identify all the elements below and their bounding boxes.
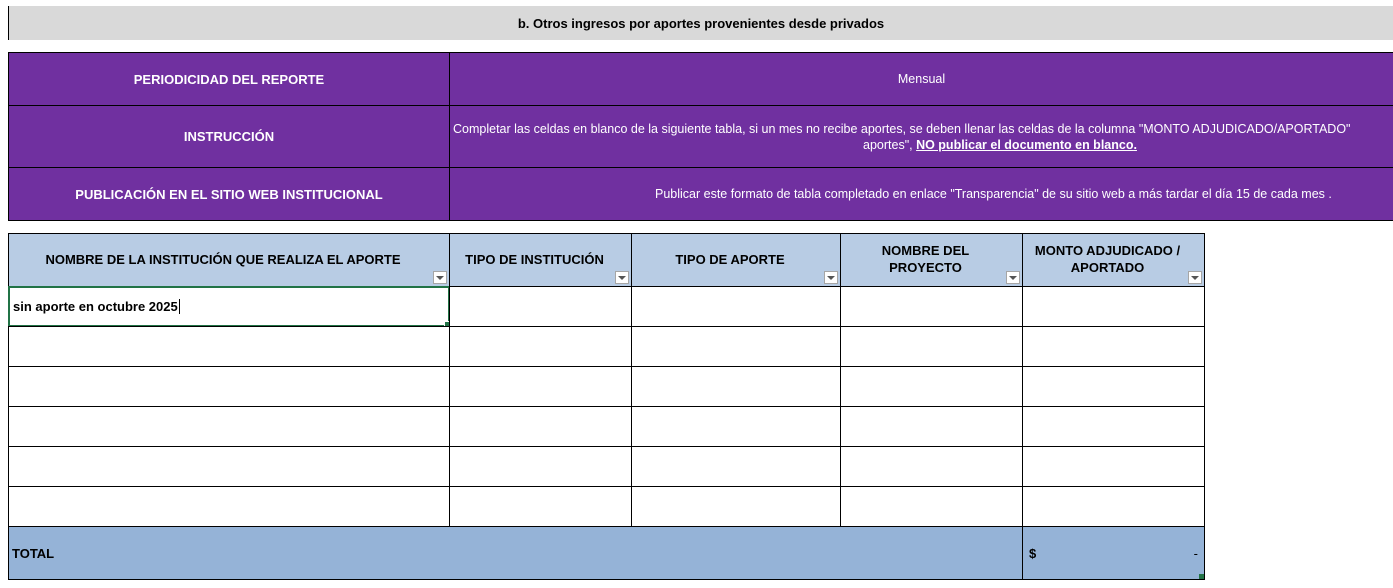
total-label: TOTAL xyxy=(12,545,55,561)
info-value-text: Publicar este formato de tabla completado en enlace "Transparencia" de su sitio web a más tardar el día 15 de cada mes . xyxy=(655,187,1332,201)
instruction-line-2-text: aportes", xyxy=(863,137,917,152)
filter-dropdown-icon[interactable] xyxy=(1188,271,1202,284)
cell-proyecto[interactable] xyxy=(840,486,1023,527)
instruction-line-2 xyxy=(453,137,1137,153)
cell-text: sin aporte en octubre 2025 xyxy=(13,299,178,314)
cell-nombre[interactable] xyxy=(8,326,450,367)
header-text: NOMBRE DE LA INSTITUCIÓN QUE REALIZA EL APORTE xyxy=(45,251,401,267)
sheet-title xyxy=(8,6,1393,40)
header-monto[interactable] xyxy=(1022,233,1205,287)
cell-nombre[interactable] xyxy=(8,366,450,407)
total-value-cell[interactable] xyxy=(1022,526,1205,580)
instruction-end: . xyxy=(1133,137,1137,152)
cell-tipo-aporte[interactable] xyxy=(631,486,841,527)
info-value-text: Mensual xyxy=(897,72,946,86)
total-currency: $ xyxy=(1029,545,1037,561)
cell-monto[interactable] xyxy=(1022,286,1205,327)
cell-monto[interactable] xyxy=(1022,486,1205,527)
cell-proyecto[interactable] xyxy=(840,406,1023,447)
header-text: TIPO DE INSTITUCIÓN xyxy=(465,251,604,267)
cell-tipo-institucion[interactable] xyxy=(449,286,632,327)
cell-tipo-institucion[interactable] xyxy=(449,446,632,487)
info-label-publicacion[interactable] xyxy=(8,167,450,221)
total-value: - xyxy=(1193,545,1198,561)
instruction-emphasis: NO publicar el documento en blanco xyxy=(916,137,1134,152)
info-label-periodicidad[interactable] xyxy=(8,52,450,106)
cell-proyecto[interactable] xyxy=(840,326,1023,367)
cell-monto[interactable] xyxy=(1022,406,1205,447)
cell-tipo-aporte[interactable] xyxy=(631,446,841,487)
total-label-cell[interactable] xyxy=(8,526,1023,580)
cell-corner-marker xyxy=(1199,574,1204,579)
cell-nombre[interactable] xyxy=(8,406,450,447)
cell-tipo-institucion[interactable] xyxy=(449,486,632,527)
header-nombre-proyecto[interactable] xyxy=(840,233,1023,287)
header-text: MONTO ADJUDICADO / APORTADO xyxy=(1034,243,1181,275)
header-text: TIPO DE APORTE xyxy=(675,251,785,267)
instruction-line-1: Completar las celdas en blanco de la siguiente tabla, si un mes no recibe aportes, se deben llenar las celdas de la columna "MONTO ADJUDICADO/APORTADO" xyxy=(453,121,1351,136)
cell-proyecto[interactable] xyxy=(840,286,1023,327)
filter-dropdown-icon[interactable] xyxy=(824,271,838,284)
header-tipo-institucion[interactable] xyxy=(449,233,632,287)
cell-tipo-institucion[interactable] xyxy=(449,366,632,407)
cell-nombre[interactable] xyxy=(8,446,450,487)
cell-monto[interactable] xyxy=(1022,366,1205,407)
info-label-instruccion[interactable] xyxy=(8,105,450,168)
info-label-text: INSTRUCCIÓN xyxy=(183,129,275,144)
header-text: NOMBRE DEL PROYECTO xyxy=(881,243,970,275)
cell-tipo-aporte[interactable] xyxy=(631,326,841,367)
cell-monto[interactable] xyxy=(1022,326,1205,367)
header-tipo-aporte[interactable] xyxy=(631,233,841,287)
filter-dropdown-icon[interactable] xyxy=(433,271,447,284)
info-label-text: PERIODICIDAD DEL REPORTE xyxy=(133,71,325,87)
cell-nombre[interactable] xyxy=(8,286,450,327)
filter-dropdown-icon[interactable] xyxy=(615,271,629,284)
cell-tipo-aporte[interactable] xyxy=(631,366,841,407)
info-value-publicacion[interactable] xyxy=(449,167,1393,221)
filter-dropdown-icon[interactable] xyxy=(1006,271,1020,284)
cell-proyecto[interactable] xyxy=(840,446,1023,487)
cell-tipo-aporte[interactable] xyxy=(631,286,841,327)
cell-tipo-institucion[interactable] xyxy=(449,326,632,367)
cell-tipo-institucion[interactable] xyxy=(449,406,632,447)
cell-monto[interactable] xyxy=(1022,446,1205,487)
text-cursor xyxy=(179,299,180,314)
info-label-text: PUBLICACIÓN EN EL SITIO WEB INSTITUCIONAL xyxy=(75,186,383,202)
cell-proyecto[interactable] xyxy=(840,366,1023,407)
cell-nombre[interactable] xyxy=(8,486,450,527)
info-value-periodicidad[interactable] xyxy=(449,52,1393,106)
cell-tipo-aporte[interactable] xyxy=(631,406,841,447)
info-value-instruccion[interactable] xyxy=(449,105,1393,168)
header-nombre-institucion[interactable] xyxy=(8,233,450,287)
sheet-title-text: b. Otros ingresos por aportes provenientes desde privados xyxy=(517,15,885,31)
